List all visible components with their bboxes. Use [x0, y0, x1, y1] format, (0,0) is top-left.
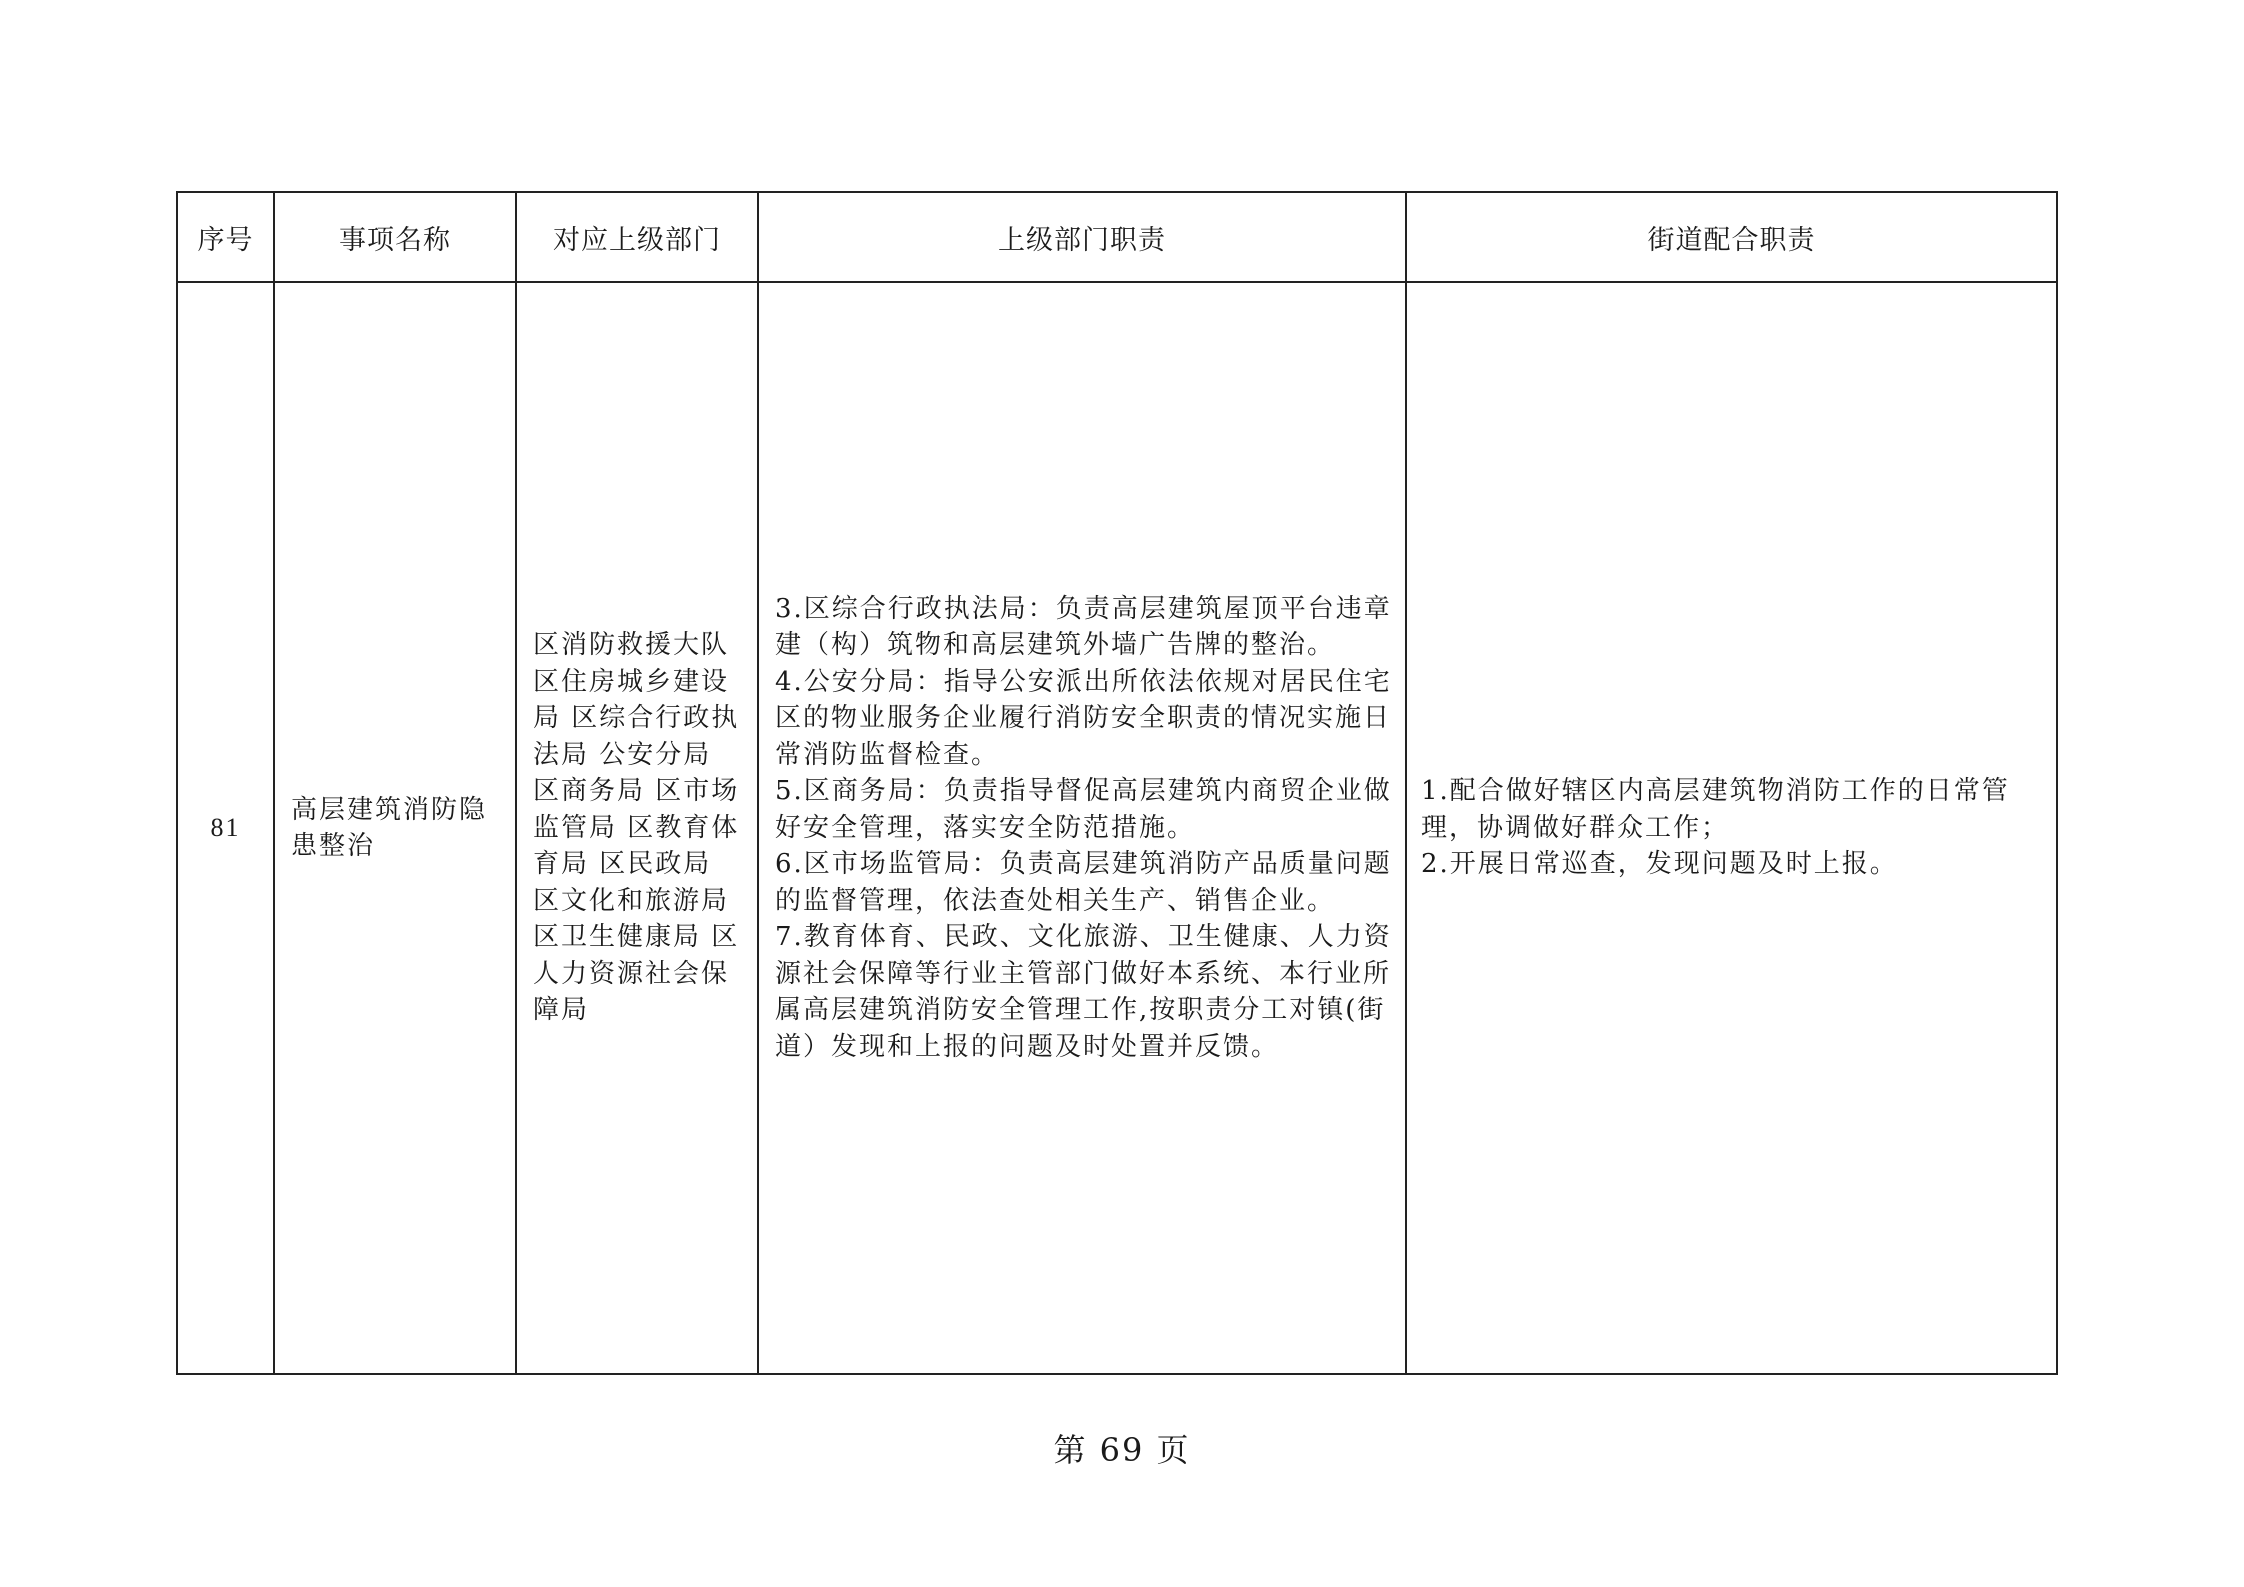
duty-line: 区的物业服务企业履行消防安全职责的情况实施日	[775, 703, 1392, 734]
duty-line: 7.教育体育、民政、文化旅游、卫生健康、人力资	[775, 922, 1392, 953]
department-line: 育局 区民政局	[533, 849, 712, 880]
duty-line: 的监督管理，依法查处相关生产、销售企业。	[775, 885, 1336, 916]
duty-line: 4.公安分局：指导公安派出所依法依规对居民住宅	[775, 666, 1392, 697]
duty-line: 源社会保障等行业主管部门做好本系统、本行业所	[775, 958, 1392, 989]
row-serial-number: 81	[177, 282, 274, 1374]
header-street-duties: 街道配合职责	[1406, 192, 2057, 282]
header-item-name: 事项名称	[274, 192, 516, 282]
row-superior-departments	[516, 282, 758, 1374]
department-line: 人力资源社会保	[533, 958, 730, 989]
header-superior-duties: 上级部门职责	[758, 192, 1406, 282]
item-name-line: 高层建筑消防隐	[291, 794, 488, 825]
table-row	[177, 282, 2057, 1374]
duty-line: 好安全管理，落实安全防范措施。	[775, 812, 1196, 843]
department-line: 障局	[533, 995, 590, 1026]
department-line: 区住房城乡建设	[533, 666, 730, 697]
row-street-duties	[1406, 282, 2057, 1374]
duty-line: 建（构）筑物和高层建筑外墙广告牌的整治。	[775, 630, 1336, 661]
duty-line: 5.区商务局：负责指导督促高层建筑内商贸企业做	[775, 776, 1392, 807]
department-line: 监管局 区教育体	[533, 812, 740, 843]
duty-line: 3.区综合行政执法局：负责高层建筑屋顶平台违章	[775, 593, 1392, 624]
page-number: 第 69 页	[1053, 1431, 1191, 1469]
header-serial-number: 序号	[177, 192, 274, 282]
department-line: 局 区综合行政执	[533, 703, 740, 734]
street-duty-line: 2.开展日常巡查，发现问题及时上报。	[1421, 849, 1898, 880]
duty-line: 6.区市场监管局：负责高层建筑消防产品质量问题	[775, 849, 1392, 880]
department-line: 区商务局 区市场	[533, 776, 740, 807]
duty-line: 道）发现和上报的问题及时处置并反馈。	[775, 1031, 1280, 1062]
table-header-row	[177, 192, 2057, 282]
department-line: 区消防救援大队	[533, 630, 730, 661]
row-item-name	[274, 282, 516, 1374]
duty-line: 常消防监督检查。	[775, 739, 1000, 770]
duty-line: 属高层建筑消防安全管理工作,按职责分工对镇(街	[775, 995, 1386, 1026]
street-duty-line: 1.配合做好辖区内高层建筑物消防工作的日常管	[1421, 776, 2010, 807]
department-line: 区卫生健康局 区	[533, 922, 740, 953]
department-line: 区文化和旅游局	[533, 885, 730, 916]
department-line: 法局 公安分局	[533, 739, 712, 770]
street-duty-line: 理，协调做好群众工作；	[1421, 812, 1730, 843]
item-name-line: 患整治	[291, 831, 376, 861]
header-superior-department: 对应上级部门	[516, 192, 758, 282]
responsibility-table	[176, 191, 2058, 1375]
row-superior-duties	[758, 282, 1406, 1374]
